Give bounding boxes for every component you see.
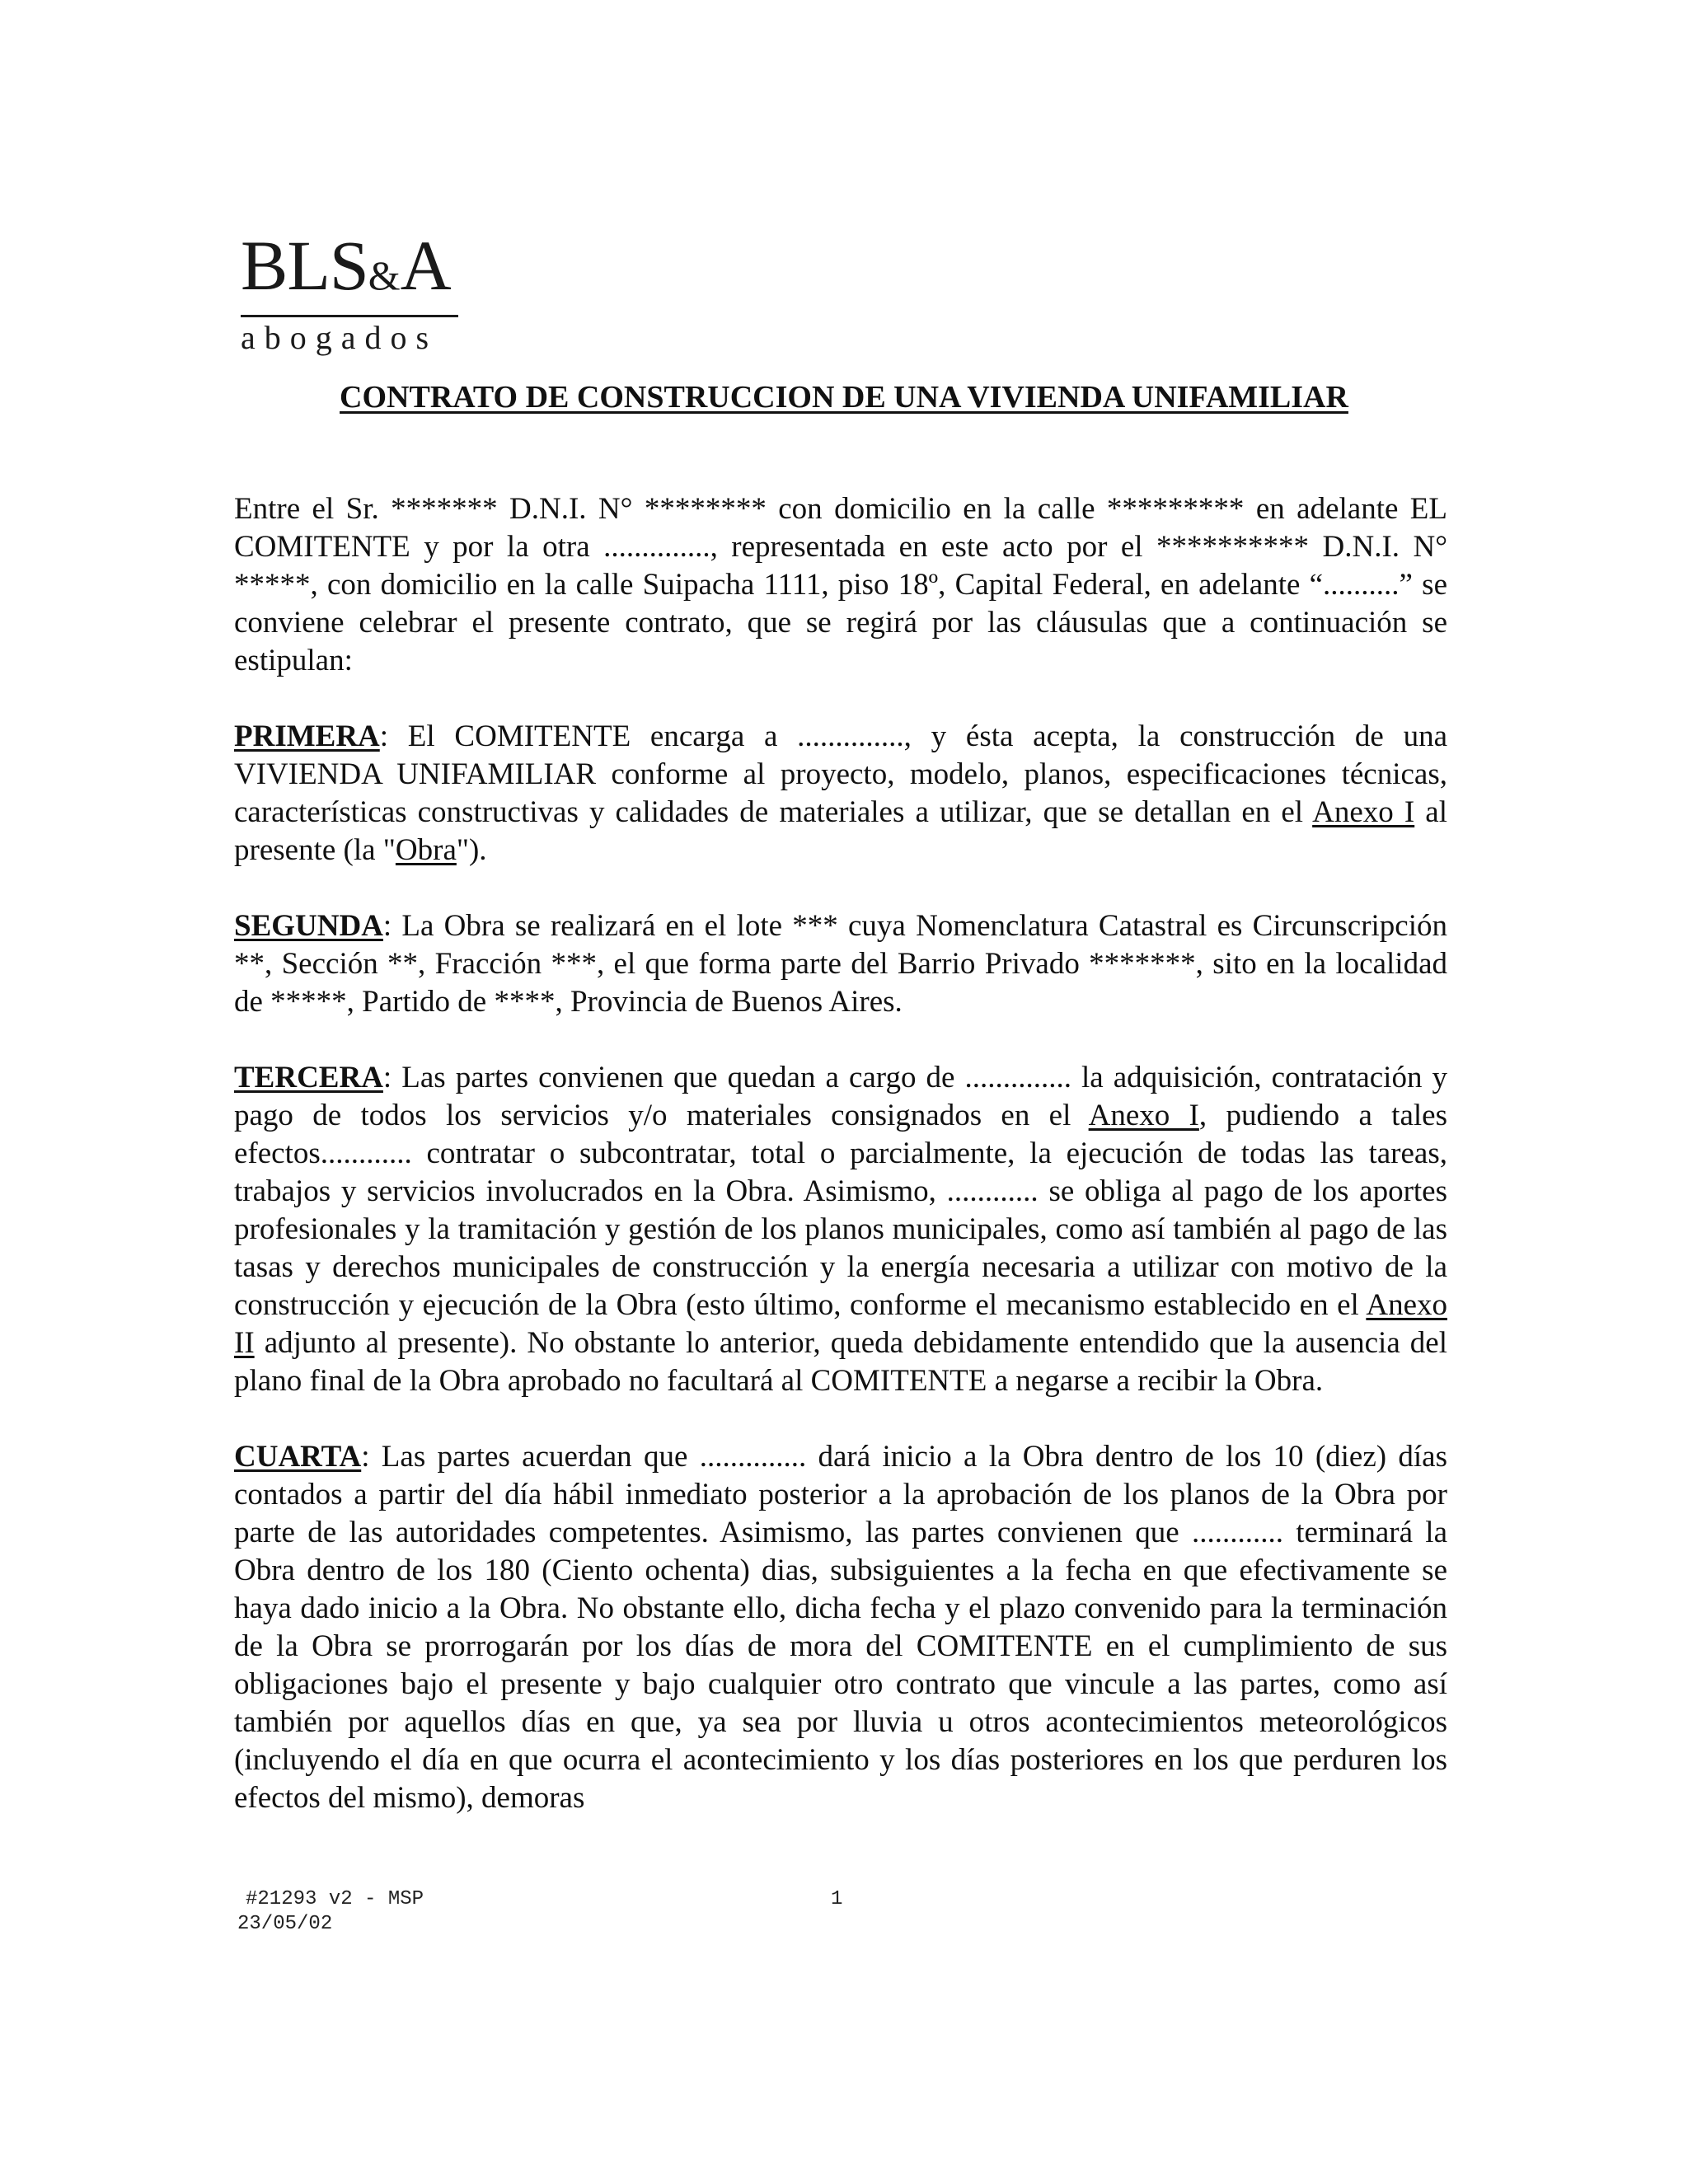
clause-label: SEGUNDA [234,909,383,943]
annex-reference: Anexo I [1312,795,1415,829]
document-body [234,490,1447,1817]
document-title: CONTRATO DE CONSTRUCCION DE UNA VIVIENDA UNIFAMILIAR [340,380,1348,415]
clause-tercera: TERCERA: Las partes convienen que quedan a cargo de .............. la adquisición, contratación y pago de todos los servicios y/o materiales consignados en el Anexo I, pudiendo a tales efectos............ contratar o subcontratar, total o parcialmente, la ejecución de todas las tareas, trabajos y servicios involucrados en la Obra. Asimismo, ............ se obliga al pago de los aportes profesionales y la tramitación y gestión de los planos municipales, como así también al pago de las tasas y derechos municipales de construcción y la energía necesaria a utilizar con motivo de la construcción y ejecución de la Obra (esto último, conforme el mecanismo establecido en el Anexo II adjunto al presente). No obstante lo anterior, queda debidamente entendido que la ausencia del plano final de la Obra aprobado no facultará al COMITENTE a negarse a recibir la Obra. [234,1061,1447,1398]
clause-label: CUARTA [234,1440,362,1474]
annex-reference: Anexo II [234,1288,1447,1360]
defined-term: Obra [395,833,457,867]
document-date: 23/05/02 [237,1913,333,1935]
clause-label: TERCERA [234,1061,383,1094]
document-reference: #21293 v2 - MSP [246,1888,424,1910]
page-number: 1 [831,1888,843,1910]
firm-logo [241,226,463,357]
intro-paragraph: Entre el Sr. ******* D.N.I. N° ******** con domicilio en la calle ********* en adelante EL COMITENTE y por la otra .............., representada en este acto por el ********** D.N.I. N° *****, con domicilio en la calle Suipacha 1111, piso 18º, Capital Federal, en adelante “..........” se conviene celebrar el presente contrato, que se regirá por las cláusulas que a continuación se estipulan: [234,492,1447,677]
logo-wordmark: BLS&A [241,226,451,305]
clause-primera: PRIMERA: El COMITENTE encarga a .............., y ésta acepta, la construcción de una VIVIENDA UNIFAMILIAR conforme al proyecto, modelo, planos, especificaciones técnicas, características constructivas y calidades de materiales a utilizar, que se detallan en el Anexo I al presente (la "Obra"). [234,719,1448,867]
clause-cuarta: CUARTA: Las partes acuerdan que .............. dará inicio a la Obra dentro de los 10 (diez) días contados a partir del día hábil inmediato posterior a la aprobación de los planos de la Obra por parte de las autoridades competentes. Asimismo, las partes convienen que ............ terminará la Obra dentro de los 180 (Ciento ochenta) dias, subsiguientes a la fecha en que efectivamente se haya dado inicio a la Obra. No obstante ello, dicha fecha y el plazo convenido para la terminación de la Obra se prorrogarán por los días de mora del COMITENTE en el cumplimiento de sus obligaciones bajo el presente y bajo cualquier otro contrato que vincule a las partes, como así también por aquellos días en que, ya sea por lluvia u otros acontecimientos meteorológicos (incluyendo el día en que ocurra el acontecimiento y los días posteriores en los que perduren los efectos del mismo), demoras [234,1440,1447,1815]
logo-subtitle: abogados [241,319,438,356]
annex-reference: Anexo I [1088,1099,1199,1132]
document-footer [237,1887,424,1937]
logo-divider [241,315,458,317]
clause-segunda: SEGUNDA: La Obra se realizará en el lote *** cuya Nomenclatura Catastral es Circunscripción **, Sección **, Fracción ***, el que forma parte del Barrio Privado *******, sito en la localidad de *****, Partido de ****, Provincia de Buenos Aires. [234,909,1447,1019]
clause-label: PRIMERA [234,719,380,753]
